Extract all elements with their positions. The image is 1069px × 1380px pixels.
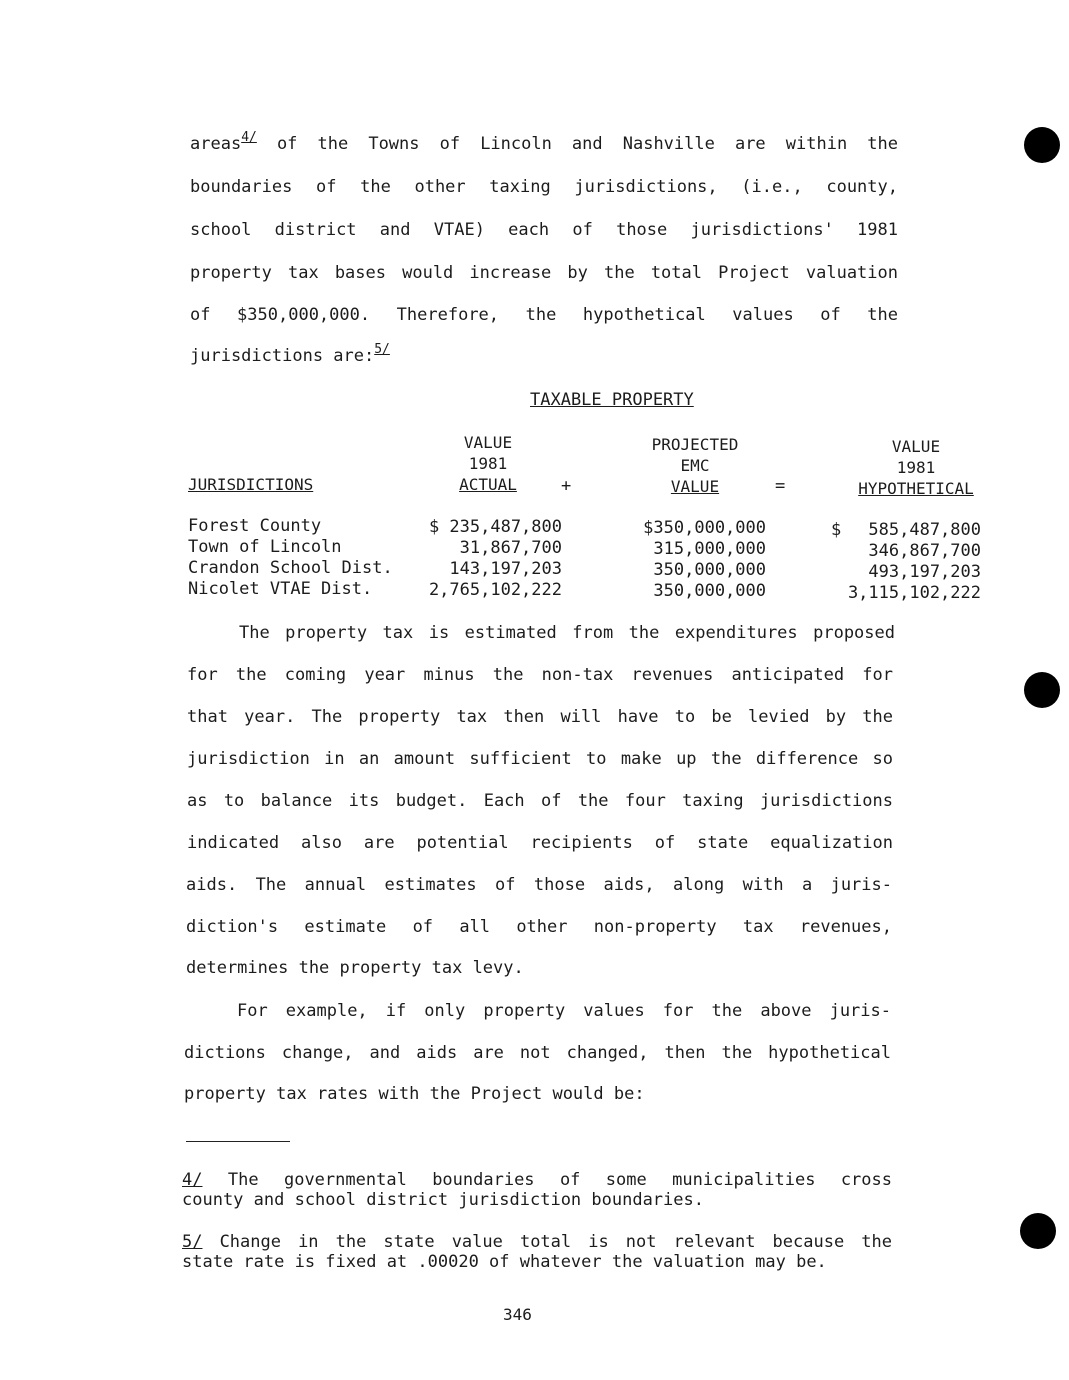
row-nicolet-vtae-dist-projected: 350,000,000: [653, 581, 766, 601]
footnote-5: 5/ Change in the state value total is not relevant because the state rate is fixed at .00020 of whatever the valuation may be.: [182, 1232, 892, 1272]
table-caption: TAXABLE PROPERTY: [530, 390, 694, 410]
row-forest-county-jurisdiction: Forest County: [188, 516, 322, 536]
binder-hole-bottom: [1020, 1213, 1056, 1249]
paragraph-2-line-7: aids. The annual estimates of those aids, along with a juris-: [186, 875, 892, 895]
binder-hole-middle: [1024, 672, 1060, 708]
row-nicolet-vtae-dist-hypothetical: 3,115,102,222: [847, 583, 981, 603]
paragraph-2-line-8: diction's estimate of all other non-property tax revenues,: [186, 917, 892, 937]
paragraph-2-line-6: indicated also are potential recipients of state equalization: [187, 833, 893, 853]
row-nicolet-vtae-dist-actual: 2,765,102,222: [428, 580, 562, 600]
footnote-separator: [186, 1141, 290, 1142]
row-forest-county-projected: $350,000,000: [643, 518, 766, 538]
row-crandon-school-dist-projected: 350,000,000: [653, 560, 766, 580]
row-crandon-school-dist-actual: 143,197,203: [449, 559, 562, 579]
row-town-of-lincoln-hypothetical: 346,867,700: [868, 541, 981, 561]
paragraph-2-line-2: for the coming year minus the non-tax revenues anticipated for: [187, 665, 893, 685]
paragraph-1-line-3: school district and VTAE) each of those jurisdictions' 1981: [190, 220, 898, 240]
paragraph-1-line-6: jurisdictions are:$^{5/}$: [190, 342, 390, 366]
row-forest-county-hyp-prefix: $: [831, 520, 842, 540]
plus-operator: +: [561, 476, 572, 496]
row-nicolet-vtae-dist-jurisdiction: Nicolet VTAE Dist.: [188, 579, 373, 599]
header-projected: PROJECTED EMC VALUE: [651, 435, 739, 496]
paragraph-2-line-3: that year. The property tax then will have to be levied by the: [187, 707, 893, 727]
paragraph-1-line-4: property tax bases would increase by the total Project valuation: [190, 263, 898, 283]
paragraph-2-line-1: The property tax is estimated from the expenditures proposed: [239, 623, 895, 643]
paragraph-3-line-3: property tax rates with the Project would be:: [184, 1084, 645, 1104]
row-town-of-lincoln-projected: 315,000,000: [653, 539, 766, 559]
footnote-ref-4: 4/: [241, 130, 257, 145]
paragraph-1-line-2: boundaries of the other taxing jurisdictions, (i.e., county,: [190, 177, 898, 197]
row-forest-county-hypothetical: 585,487,800: [868, 520, 981, 540]
paragraph-1-line-5: of $350,000,000. Therefore, the hypothetical values of the: [190, 305, 898, 325]
header-hypothetical: VALUE 1981 HYPOTHETICAL: [858, 437, 974, 498]
paragraph-2-line-4: jurisdiction in an amount sufficient to make up the difference so: [187, 749, 893, 769]
paragraph-1-line-1: areas$^{4/}$ of the Towns of Lincoln and Nashville are within the: [190, 130, 898, 154]
paragraph-2-line-9: determines the property tax levy.: [186, 958, 524, 978]
equals-operator: =: [775, 476, 786, 496]
paragraph-3-line-2: dictions change, and aids are not changed, then the hypothetical: [184, 1043, 891, 1063]
row-crandon-school-dist-jurisdiction: Crandon School Dist.: [188, 558, 393, 578]
page-number: 346: [503, 1305, 532, 1324]
header-actual: VALUE 1981 ACTUAL: [459, 433, 517, 494]
header-jurisdictions: JURISDICTIONS: [188, 475, 314, 494]
footnote-4-mark: 4/: [182, 1170, 203, 1190]
binder-hole-top: [1024, 127, 1060, 163]
row-town-of-lincoln-actual: 31,867,700: [459, 538, 562, 558]
row-crandon-school-dist-hypothetical: 493,197,203: [868, 562, 981, 582]
paragraph-3-line-1: For example, if only property values for the above juris-: [237, 1001, 891, 1021]
row-forest-county-actual: $ 235,487,800: [428, 517, 562, 537]
footnote-4: 4/ The governmental boundaries of some municipalities cross county and school district jurisdiction boundaries.: [182, 1170, 892, 1210]
row-town-of-lincoln-jurisdiction: Town of Lincoln: [188, 537, 342, 557]
footnote-5-mark: 5/: [182, 1232, 203, 1252]
footnote-ref-5: 5/: [374, 342, 390, 357]
paragraph-2-line-5: as to balance its budget. Each of the four taxing jurisdictions: [187, 791, 893, 811]
